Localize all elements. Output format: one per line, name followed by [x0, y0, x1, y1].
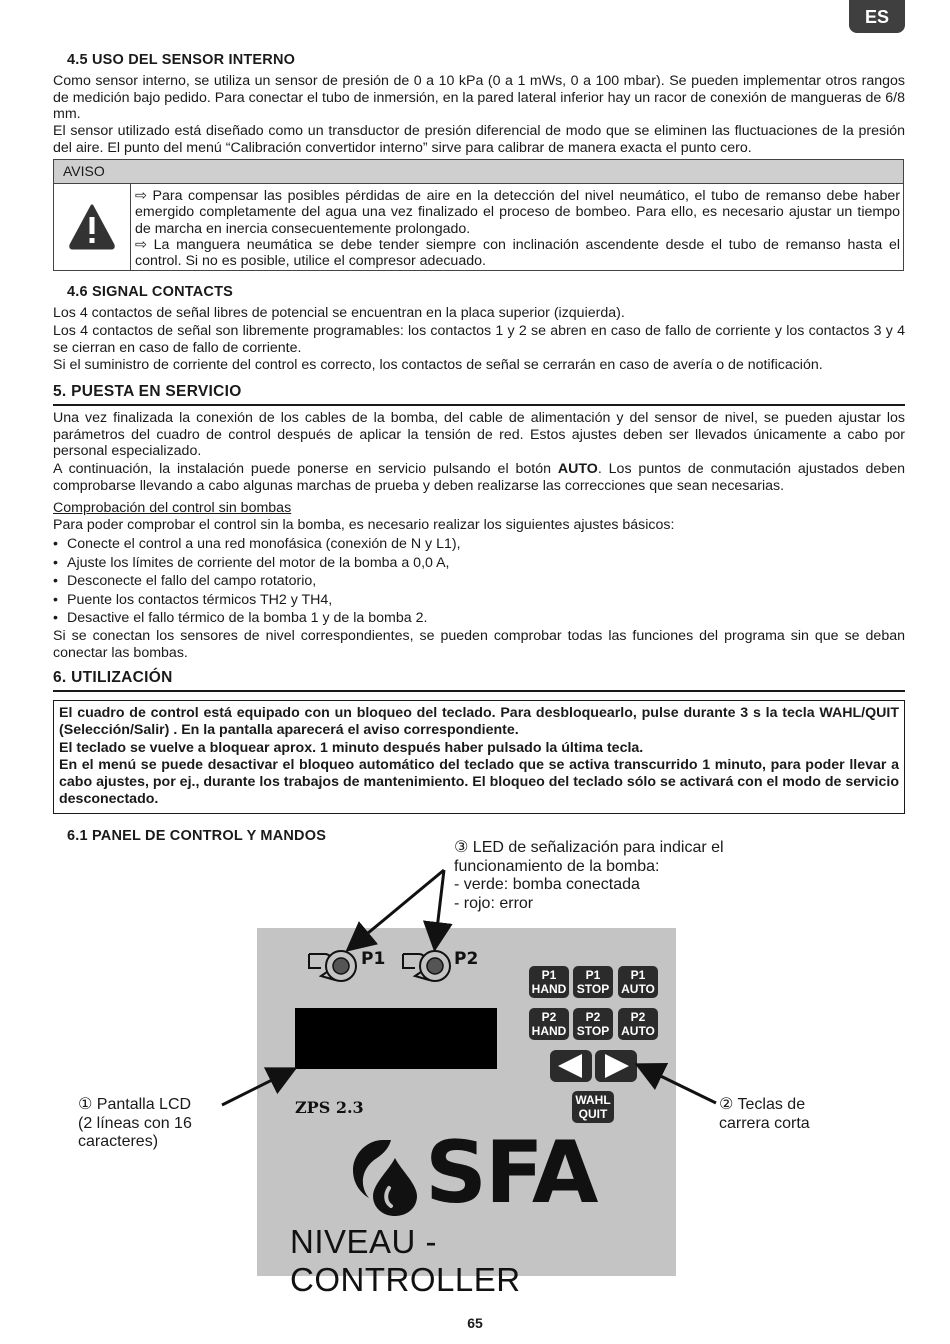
- box-paragraph-1: El cuadro de control está equipado con un bloqueo del teclado. Para desbloquearlo, pulse durante 3 s la tecla WAHL/QUIT (Selección/Salir) . En la pantalla aparecerá el aviso correspondiente.: [59, 705, 899, 739]
- key-label: STOP: [576, 982, 610, 996]
- language-tab: ES: [849, 0, 905, 33]
- list-item: • Ajuste los límites de corriente del motor de la bomba a 0,0 A,: [53, 554, 905, 573]
- list-item: • Desconecte el fallo del campo rotatorio,: [53, 572, 905, 591]
- section-4-5-paragraph-2: El sensor utilizado está diseñado como un transductor de presión diferencial de modo que se eliminen las fluctuaciones de la presión del aire. El punto del menú “Calibración convertidor interno” sirve para calibrar de manera exacta el punto cero.: [53, 123, 905, 156]
- brand-logo: SFA: [425, 1123, 597, 1223]
- notice-title: AVISO: [54, 160, 903, 184]
- section-5-heading: 5. PUESTA EN SERVICIO: [53, 383, 905, 406]
- section-5-paragraph-2-end: . Los puntos de conmutación ajustados deben comprobarse llevando a cabo algunas marchas de prueba y deben realizarse las correcciones que sean necesarias.: [53, 461, 905, 494]
- section-4-5-paragraph-1: Como sensor interno, se utiliza un sensor de presión de 0 a 10 kPa (0 a 1 mWs, 0 a 100 mbar). Se pueden implementar otros rangos de medición bajo pedido. Para conectar el tubo de inmersión, en la pared lateral inferior hay un racor de conexión de mangueras de 6/8 mm.: [53, 73, 905, 122]
- callout-led-line: ③ LED de señalización para indicar el: [454, 839, 724, 856]
- callout-led-line: - rojo: error: [454, 894, 534, 912]
- box-paragraph-3: En el menú se puede desactivar el bloqueo automático del teclado que se activa transcurrido 1 minuto, para poder llevar a cabo ajustes, por ej., durante los trabajos de mantenimiento. El bloqueo del teclado sólo se activará con el modo de servicio desconectado.: [59, 756, 899, 808]
- callout-led-line: - verde: bomba conectada: [454, 876, 640, 893]
- callout-keys-line: ② Teclas de: [719, 1096, 806, 1113]
- notice-item-1: ⇨ Para compensar las posibles pérdidas de aire en la detección del nivel neumático, el tubo de remanso debe haber emergido completamente del agua una vez finalizado el proceso de bombeo. Para ello, es necesario ajustar un tiempo de marcha en inercia consecuentemente prolongado.: [135, 188, 900, 237]
- key-label: AUTO: [621, 1024, 655, 1038]
- section-4-6-paragraph-1: Los 4 contactos de señal libres de potencial se encuentran en la placa superior (izquierda).: [53, 305, 625, 321]
- list-item: • Desactive el fallo térmico de la bomba 1 y de la bomba 2.: [53, 609, 905, 628]
- pump-1-label: P1: [361, 949, 386, 969]
- callout-lcd-line: (2 líneas con 16: [78, 1114, 192, 1132]
- callout-lcd-line: ① Pantalla LCD: [78, 1096, 192, 1113]
- key-label: HAND: [531, 1024, 567, 1038]
- model-label: ZPS 2.3: [295, 1098, 364, 1117]
- list-item: • Puente los contactos térmicos TH2 y TH4,: [53, 591, 905, 610]
- key-label: AUTO: [621, 982, 655, 996]
- section-6-1-heading: 6.1 PANEL DE CONTROL Y MANDOS: [67, 828, 327, 844]
- key-label: P2: [630, 1010, 646, 1024]
- section-4-6-heading: 4.6 SIGNAL CONTACTS: [67, 284, 234, 300]
- notice-item-2: ⇨ La manguera neumática se debe tender siempre con inclinación ascendente desde el tubo de remanso hasta el control. Si no es posible, utilice el compresor adecuado.: [135, 236, 900, 270]
- page-number: 65: [467, 1315, 483, 1331]
- product-subtitle: NIVEAU - CONTROLLER: [290, 1223, 521, 1298]
- section-6-heading: 6. UTILIZACIÓN: [53, 669, 905, 692]
- subsection-heading: Comprobación del control sin bombas: [53, 500, 292, 516]
- auto-keyword: AUTO: [557, 461, 598, 477]
- key-label: HAND: [531, 982, 567, 996]
- section-4-6-paragraph-2: Los 4 contactos de señal son libremente programables: los contactos 1 y 2 se abren en caso de fallo de corriente y los contactos 3 y 4 se cierran en caso de fallo de corriente.: [53, 323, 905, 356]
- callout-keys-line: carrera corta: [719, 1114, 810, 1132]
- key-label: P1: [541, 968, 557, 982]
- pump-2-label: P2: [454, 949, 479, 969]
- list-item: • Conecte el control a una red monofásica (conexión de N y L1),: [53, 535, 905, 554]
- arrow-to-p1-led: [350, 870, 444, 948]
- key-label: P1: [630, 968, 646, 982]
- key-label: P2: [585, 1010, 601, 1024]
- key-label: STOP: [576, 1024, 610, 1038]
- box-paragraph-2: El teclado se vuelve a bloquear aprox. 1 minuto después haber pulsado la última tecla.: [59, 739, 644, 756]
- callout-lcd-line: caracteres): [78, 1133, 159, 1150]
- key-label: P1: [585, 968, 601, 982]
- arrow-to-p2-led: [435, 870, 444, 946]
- key-label: P2: [541, 1010, 557, 1024]
- key-label: QUIT: [578, 1107, 608, 1121]
- section-5-paragraph-4: Si se conectan los sensores de nivel correspondientes, se pueden comprobar todas las funciones del programa sin que se deban conectar las bombas.: [53, 628, 905, 661]
- section-4-5-heading: 4.5 USO DEL SENSOR INTERNO: [67, 52, 296, 68]
- arrow-to-keys: [640, 1066, 716, 1103]
- arrow-to-lcd: [222, 1070, 292, 1105]
- callout-led-line: funcionamiento de la bomba:: [454, 857, 660, 875]
- section-5-paragraph-1: Una vez finalizada la conexión de los cables de la bomba, del cable de alimentación y del sensor de nivel, se pueden ajustar los parámetros del cuadro de control después de aplicar la tensión de red. Estos ajustes deben ser llevados únicamente a cabo por personal especializado.: [53, 410, 905, 459]
- section-4-6-paragraph-3: Si el suministro de corriente del control es correcto, los contactos de señal se cerrarán en caso de avería o de notificación.: [53, 357, 823, 373]
- key-label: WAHL: [575, 1093, 611, 1107]
- section-5-paragraph-3: Para poder comprobar el control sin la bomba, es necesario realizar los siguientes ajustes básicos:: [53, 517, 675, 533]
- section-5-paragraph-2-start: A continuación, la instalación puede ponerse en servicio pulsando el botón: [53, 461, 558, 477]
